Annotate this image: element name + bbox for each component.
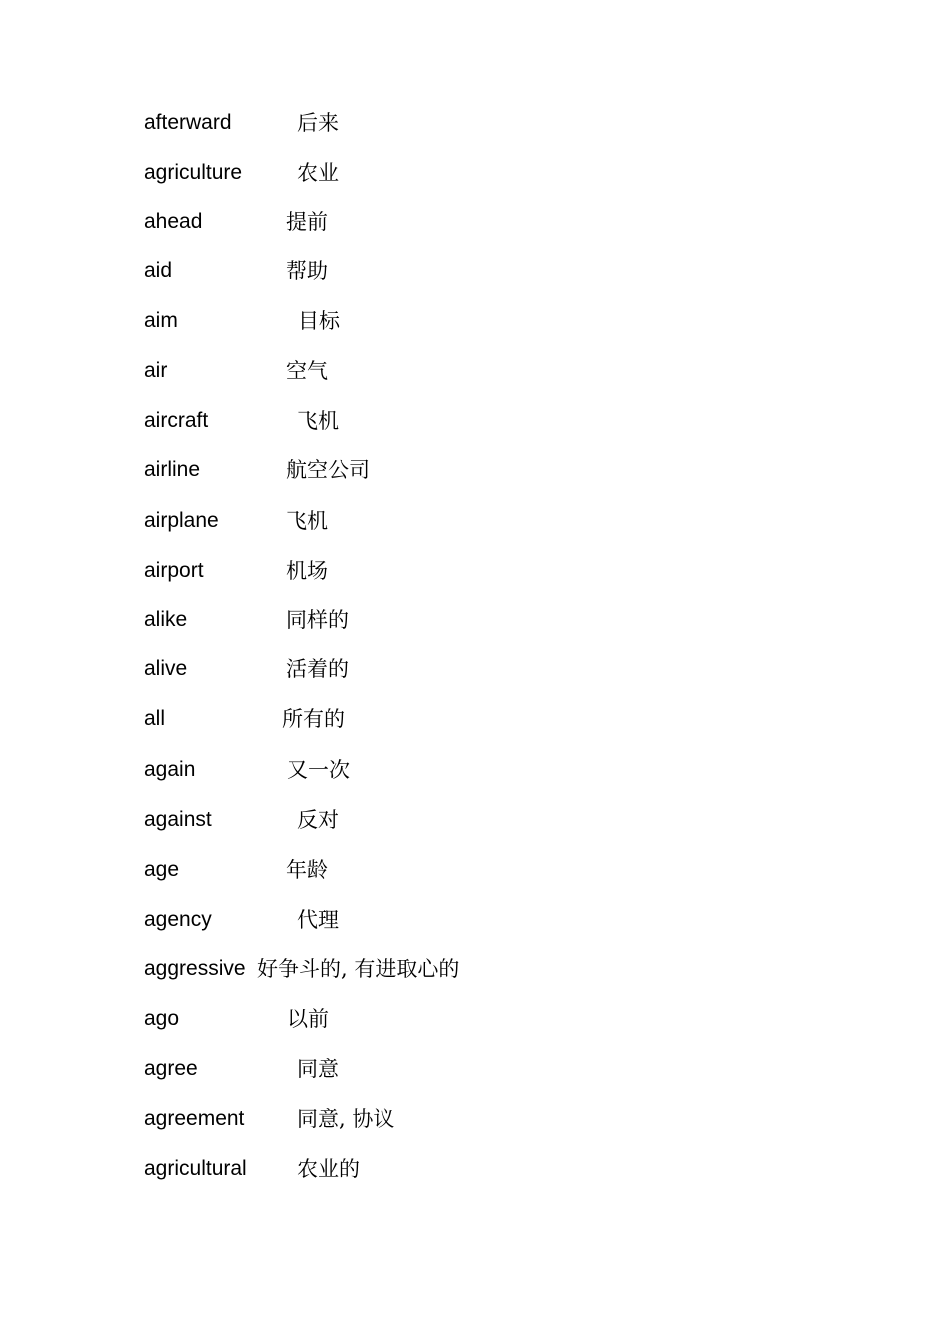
vocab-meaning: 好争斗的, 有进取心的 xyxy=(257,957,460,981)
vocab-row xyxy=(0,805,950,835)
vocab-row xyxy=(0,406,950,436)
vocab-word: again xyxy=(144,758,196,781)
vocab-meaning: 帮助 xyxy=(286,259,328,283)
vocab-row xyxy=(0,905,950,935)
vocab-word: ago xyxy=(144,1007,180,1030)
vocab-word: alive xyxy=(144,657,188,680)
vocab-word: afterward xyxy=(144,111,232,134)
vocab-word: agreement xyxy=(144,1107,245,1130)
vocab-row xyxy=(0,755,950,785)
vocab-word: airline xyxy=(144,458,201,481)
vocab-meaning: 农业的 xyxy=(297,1157,360,1181)
vocab-row xyxy=(0,556,950,586)
vocab-meaning: 以前 xyxy=(287,1007,329,1031)
vocab-row xyxy=(0,256,950,286)
vocab-row xyxy=(0,1104,950,1134)
vocab-meaning: 活着的 xyxy=(286,657,349,681)
vocab-meaning: 代理 xyxy=(297,908,339,932)
vocab-word: agricultural xyxy=(144,1157,247,1180)
vocab-row xyxy=(0,207,950,237)
vocab-meaning: 飞机 xyxy=(297,409,339,433)
vocab-meaning: 同意 xyxy=(297,1057,339,1081)
vocab-row xyxy=(0,506,950,536)
vocab-word: agree xyxy=(144,1057,198,1080)
vocab-row xyxy=(0,306,950,336)
vocab-row xyxy=(0,1004,950,1034)
vocab-meaning: 同意, 协议 xyxy=(297,1107,395,1131)
vocab-meaning: 年龄 xyxy=(286,858,328,882)
vocab-row xyxy=(0,1054,950,1084)
vocab-row xyxy=(0,158,950,188)
vocab-row xyxy=(0,954,950,984)
vocab-word: aggressive xyxy=(144,957,246,980)
vocab-meaning: 航空公司 xyxy=(286,458,370,482)
vocab-meaning: 提前 xyxy=(286,210,328,234)
vocab-word: air xyxy=(144,359,168,382)
vocab-meaning: 目标 xyxy=(298,309,340,333)
vocab-word: agriculture xyxy=(144,161,243,184)
vocab-word: airport xyxy=(144,559,204,582)
vocab-word: aid xyxy=(144,259,173,282)
vocab-meaning: 所有的 xyxy=(282,707,345,731)
vocab-word: all xyxy=(144,707,166,730)
vocab-word: agency xyxy=(144,908,212,931)
vocab-word: aim xyxy=(144,309,178,332)
vocab-word: aircraft xyxy=(144,409,209,432)
vocab-word: age xyxy=(144,858,180,881)
vocab-word: airplane xyxy=(144,509,219,532)
vocab-meaning: 飞机 xyxy=(286,509,328,533)
vocab-word: against xyxy=(144,808,212,831)
vocab-row xyxy=(0,1154,950,1184)
vocab-row xyxy=(0,108,950,138)
vocab-row xyxy=(0,855,950,885)
vocab-meaning: 后来 xyxy=(297,111,339,135)
vocab-word: alike xyxy=(144,608,188,631)
vocab-row xyxy=(0,455,950,485)
vocab-meaning: 机场 xyxy=(286,559,328,583)
vocab-row xyxy=(0,605,950,635)
vocab-row xyxy=(0,356,950,386)
vocab-meaning: 同样的 xyxy=(286,608,349,632)
vocab-row xyxy=(0,704,950,734)
vocab-row xyxy=(0,654,950,684)
vocab-word: ahead xyxy=(144,210,203,233)
vocab-meaning: 农业 xyxy=(297,161,339,185)
vocab-meaning: 又一次 xyxy=(287,758,350,782)
vocab-meaning: 反对 xyxy=(297,808,339,832)
vocab-meaning: 空气 xyxy=(286,359,328,383)
